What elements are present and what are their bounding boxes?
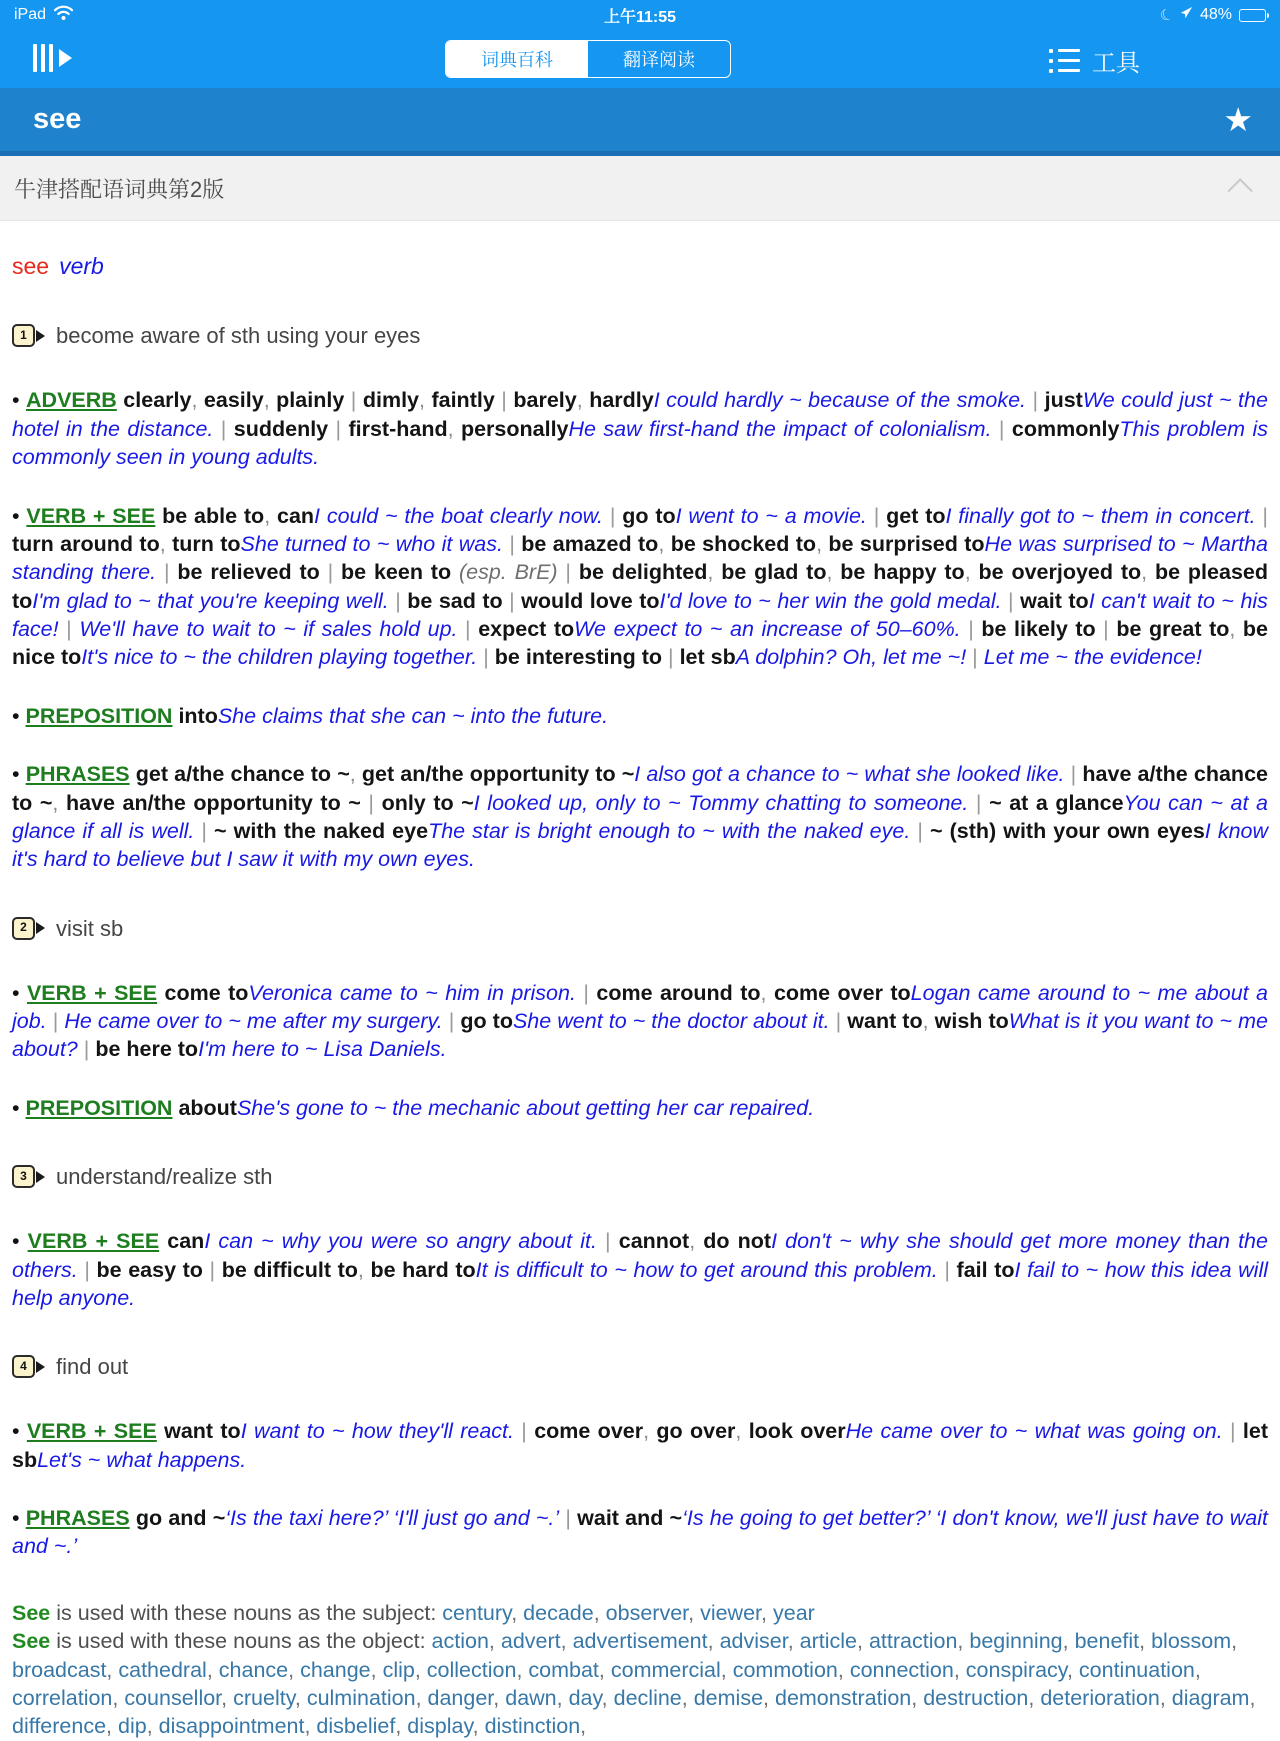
collocation-paragraph: • ADVERB clearly, easily, plainly | dimly, faintly | barely, hardlyI could hardly ~ because of the smoke. | justWe could just ~ the hotel in the distance. | suddenly | first-hand, personallyHe saw first-hand the impact of colonialism. | commonlyThis problem is commonly seen in young adults.	[12, 388, 1268, 470]
noun-link[interactable]: disbelief	[316, 1714, 396, 1739]
word-header	[0, 88, 1280, 156]
usage-block	[12, 1599, 1268, 1741]
noun-link[interactable]: distinction	[484, 1714, 581, 1739]
noun-link[interactable]: destruction	[923, 1685, 1029, 1710]
collocation-group-header: ADVERB	[26, 388, 117, 413]
do-not-disturb-moon-icon: ☾	[1157, 5, 1176, 26]
noun-link[interactable]: chance	[218, 1657, 289, 1682]
sense-definition-text: find out	[56, 1354, 129, 1380]
app-toolbar	[0, 30, 1280, 88]
noun-link[interactable]: day	[568, 1685, 602, 1710]
noun-link[interactable]: viewer	[700, 1600, 762, 1625]
collocation-paragraph: • VERB + SEE be able to, canI could ~ the boat clearly now. | go toI went to ~ a movie. | get toI finally got to ~ them in concert. | turn around to, turn toShe turned to ~ who it was. | be amazed to, be shocked to, be surprised toHe was surprised to ~ Martha standing there. | be relieved to | be keen to (esp. BrE) | be delighted, be glad to, be happy to, be overjoyed to, be pleased toI'm glad to ~ that you're keeping well. | be sad to | would love toI'd love to ~ her win the gold medal. | wait toI can't wait to ~ his face! | We'll have to wait to ~ if sales hold up. | expect toWe expect to ~ an increase of 50–60%. | be likely to | be great to, be nice toIt's nice to ~ the children playing together. | be interesting to | let sbA dolphin? Oh, let me ~! | Let me ~ the evidence!	[12, 503, 1269, 670]
dictionary-section-header[interactable]	[0, 156, 1280, 221]
favorite-star-icon[interactable]: ★	[1223, 101, 1253, 138]
noun-link[interactable]: broadcast	[12, 1657, 107, 1682]
noun-link[interactable]: deterioration	[1040, 1685, 1160, 1710]
device-label: iPad	[14, 6, 47, 23]
entry-body	[12, 321, 1268, 1561]
list-icon	[1049, 49, 1080, 73]
collocation-paragraph: • PHRASES go and ~‘Is the taxi here?’ ‘I'll just go and ~.’ | wait and ~‘Is he going to get better?’ ‘I don't know, we'll just have to wait and ~.’	[12, 1506, 1268, 1559]
noun-link[interactable]: attraction	[868, 1629, 958, 1654]
noun-link[interactable]: adviser	[719, 1629, 788, 1654]
collocation-group-header: VERB + SEE	[27, 1229, 160, 1254]
collocation-paragraph: • VERB + SEE want toI want to ~ how they'll react. | come over, go over, look overHe came over to ~ what was going on. | let sbLet's ~ what happens.	[12, 1419, 1268, 1472]
noun-link[interactable]: commotion	[732, 1657, 838, 1682]
noun-usage-line: See is used with these nouns as the object: action, advert, advertisement, adviser, article, attraction, beginning, benefit, blossom, broadcast, cathedral, chance, change, clip, collection, combat, commercial, commotion, connection, conspiracy, continuation, correlation, counsellor, cruelty, culmination, danger, dawn, day, decline, demise, demonstration, destruction, deterioration, diagram, difference, dip, disappointment, disbelief, display, distinction,	[12, 1629, 1256, 1739]
usage-description: is used with these nouns as the subject:	[50, 1600, 443, 1625]
sense-definition	[12, 1162, 1268, 1191]
sense-number-tag-icon: 4	[12, 1355, 45, 1378]
tab-dictionary[interactable]: 词典百科	[446, 41, 588, 77]
noun-link[interactable]: observer	[605, 1600, 689, 1625]
headword: see	[12, 253, 50, 279]
entry-content	[0, 221, 1280, 1741]
noun-link[interactable]: decline	[613, 1685, 682, 1710]
clock: 上午11:55	[603, 8, 677, 26]
location-arrow-icon	[1180, 6, 1193, 24]
collocation-group-header: PHRASES	[25, 1506, 130, 1531]
page-title: see	[33, 103, 82, 135]
collocation-paragraph: • PREPOSITION intoShe claims that she can ~ into the future.	[12, 703, 609, 728]
noun-link[interactable]: century	[442, 1600, 512, 1625]
noun-link[interactable]: collection	[426, 1657, 517, 1682]
part-of-speech: verb	[59, 253, 104, 279]
collocation-group-header: VERB + SEE	[26, 1419, 157, 1444]
collocation-group-header: VERB + SEE	[26, 980, 158, 1005]
usage-headword: See	[12, 1600, 51, 1625]
collocation-paragraph: • PHRASES get a/the chance to ~, get an/the opportunity to ~I also got a chance to ~ what she looked like. | have a/the chance to ~, have an/the opportunity to ~ | only to ~I looked up, only to ~ Tommy chatting to someone. | ~ at a glanceYou can ~ at a glance if all is well. | ~ with the naked eyeThe star is bright enough to ~ with the naked eye. | ~ (sth) with your own eyesI know it's hard to believe but I saw it with my own eyes.	[12, 762, 1269, 872]
noun-link[interactable]: diagram	[1171, 1685, 1250, 1710]
collapse-chevron-icon	[1227, 178, 1252, 203]
noun-link[interactable]: demise	[693, 1685, 764, 1710]
play-triangle-icon	[59, 49, 72, 67]
noun-link[interactable]: correlation	[12, 1685, 113, 1710]
noun-usage-line: See is used with these nouns as the subject: century, decade, observer, viewer, year	[12, 1600, 815, 1625]
tools-label: 工具	[1092, 50, 1140, 77]
collocation-group-header: PREPOSITION	[25, 1095, 173, 1120]
noun-link[interactable]: counsellor	[124, 1685, 222, 1710]
noun-link[interactable]: advert	[500, 1629, 561, 1654]
usage-description: is used with these nouns as the object:	[50, 1629, 432, 1654]
sense-definition	[12, 914, 1268, 943]
sense-definition-text: visit sb	[56, 915, 124, 941]
sense-definition-text: understand/realize sth	[56, 1164, 273, 1190]
sense-definition-text: become aware of sth using your eyes	[56, 323, 421, 349]
status-bar	[0, 0, 1280, 30]
sense-definition	[12, 321, 1268, 350]
noun-link[interactable]: commercial	[610, 1657, 721, 1682]
noun-link[interactable]: article	[799, 1629, 858, 1654]
noun-link[interactable]: difference	[12, 1714, 107, 1739]
headword-line	[12, 251, 1268, 281]
noun-link[interactable]: clip	[382, 1657, 415, 1682]
battery-icon	[1239, 9, 1266, 22]
sense-number-tag-icon: 1	[12, 324, 45, 347]
collocation-paragraph: • PREPOSITION aboutShe's gone to ~ the mechanic about getting her car repaired.	[12, 1095, 815, 1120]
noun-link[interactable]: change	[300, 1657, 371, 1682]
noun-link[interactable]: decade	[523, 1600, 594, 1625]
noun-link[interactable]: dawn	[505, 1685, 557, 1710]
noun-link[interactable]: danger	[427, 1685, 494, 1710]
mode-segmented-control	[445, 40, 731, 78]
noun-link[interactable]: advertisement	[572, 1629, 708, 1654]
noun-link[interactable]: culmination	[306, 1685, 416, 1710]
noun-link[interactable]: benefit	[1074, 1629, 1140, 1654]
collocation-group-header: PHRASES	[25, 762, 130, 787]
word-list-sidebar-button[interactable]	[33, 44, 72, 72]
noun-link[interactable]: display	[407, 1714, 473, 1739]
collocation-group-header: PREPOSITION	[25, 703, 173, 728]
collocation-paragraph: • VERB + SEE come toVeronica came to ~ him in prison. | come around to, come over toLogan came around to ~ me about a job. | He came over to ~ me after my surgery. | go toShe went to ~ the doctor about it. | want to, wish toWhat is it you want to ~ me about? | be here toI'm here to ~ Lisa Daniels.	[12, 980, 1269, 1062]
noun-link[interactable]: continuation	[1078, 1657, 1195, 1682]
noun-link[interactable]: conspiracy	[965, 1657, 1067, 1682]
noun-link[interactable]: beginning	[969, 1629, 1063, 1654]
noun-link[interactable]: dip	[117, 1714, 147, 1739]
tools-button[interactable]	[1049, 43, 1140, 78]
noun-link[interactable]: connection	[849, 1657, 954, 1682]
sense-definition	[12, 1352, 1268, 1381]
noun-link[interactable]: cathedral	[118, 1657, 207, 1682]
noun-link[interactable]: blossom	[1151, 1629, 1232, 1654]
usage-headword: See	[12, 1629, 51, 1654]
collocation-group-header: VERB + SEE	[26, 503, 156, 528]
noun-link[interactable]: cruelty	[233, 1685, 295, 1710]
noun-link[interactable]: action	[431, 1629, 489, 1654]
noun-link[interactable]: demonstration	[774, 1685, 912, 1710]
collocation-paragraph: • VERB + SEE canI can ~ why you were so angry about it. | cannot, do notI don't ~ why she should get more money than the others. | be easy to | be difficult to, be hard toIt is difficult to ~ how to get around this problem. | fail toI fail to ~ how this idea will help anyone.	[12, 1229, 1268, 1310]
battery-percent: 48%	[1199, 6, 1232, 23]
noun-link[interactable]: year	[772, 1600, 815, 1625]
sense-number-tag-icon: 2	[12, 917, 45, 940]
noun-link[interactable]: disappointment	[158, 1714, 305, 1739]
sense-number-tag-icon: 3	[12, 1165, 45, 1188]
noun-link[interactable]: combat	[528, 1657, 599, 1682]
tab-translate-read[interactable]: 翻译阅读	[623, 50, 695, 70]
dictionary-title: 牛津搭配语词典第2版	[14, 176, 225, 202]
